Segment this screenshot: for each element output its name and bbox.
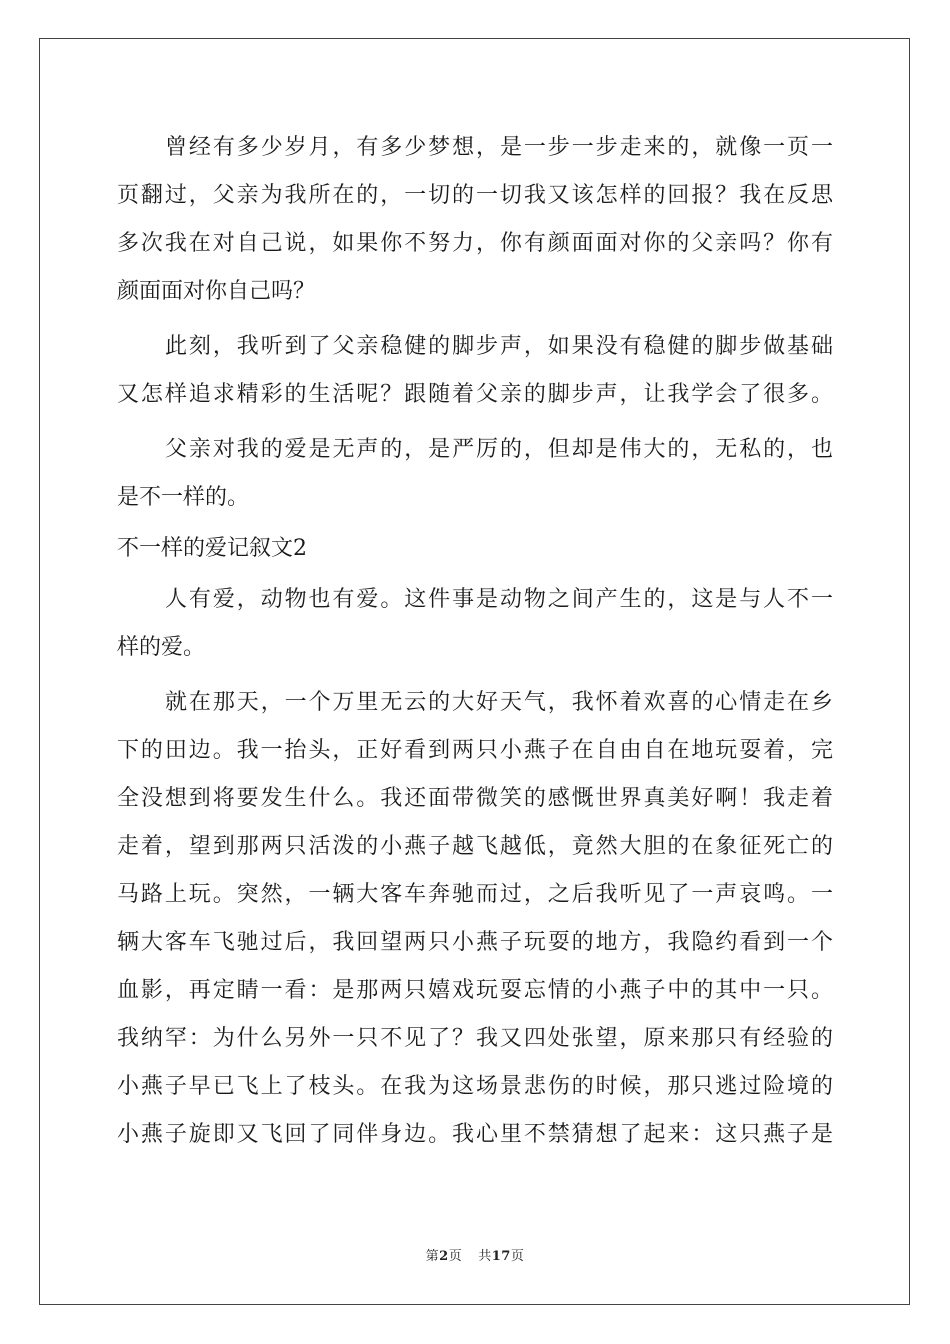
text-line: 辆大客车飞驰过后，我回望两只小燕子玩耍的地方，我隐约看到一个 xyxy=(117,930,833,955)
text-line: 此刻，我听到了父亲稳健的脚步声，如果没有稳健的脚步做基础 xyxy=(165,334,833,359)
text-line: 马路上玩。突然，一辆大客车奔驰而过，之后我听见了一声哀鸣。一 xyxy=(117,882,833,907)
page-number-label: 第2页 xyxy=(425,1249,463,1264)
document-body xyxy=(117,124,833,1159)
text-line: 又怎样追求精彩的生活呢？跟随着父亲的脚步声，让我学会了很多。 xyxy=(117,382,833,407)
text-line: 人有爱，动物也有爱。这件事是动物之间产生的，这是与人不一 xyxy=(165,587,833,612)
paragraph xyxy=(117,426,833,522)
paragraph xyxy=(117,124,833,316)
text-line: 父亲对我的爱是无声的，是严厉的，但却是伟大的，无私的，也 xyxy=(165,437,833,462)
text-line: 血影，再定睛一看：是那两只嬉戏玩耍忘情的小燕子中的其中一只。 xyxy=(117,978,833,1003)
text-line: 下的田边。我一抬头，正好看到两只小燕子在自由自在地玩耍着，完 xyxy=(117,738,833,763)
text-line: 页翻过，父亲为我所在的，一切的一切我又该怎样的回报？我在反思 xyxy=(117,183,833,208)
text-line: 是不一样的。 xyxy=(117,485,250,510)
text-line: 我纳罕：为什么另外一只不见了？我又四处张望，原来那只有经验的 xyxy=(117,1026,833,1051)
paragraph xyxy=(117,323,833,419)
text-line: 曾经有多少岁月，有多少梦想，是一步一步走来的，就像一页一 xyxy=(165,135,833,160)
page-footer xyxy=(0,1245,950,1264)
section-heading: 不一样的爱记叙文2 xyxy=(117,536,307,561)
text-line: 全没想到将要发生什么。我还面带微笑的感慨世界真美好啊！我走着 xyxy=(117,786,833,811)
text-line: 小燕子早已飞上了枝头。在我为这场景悲伤的时候，那只逃过险境的 xyxy=(117,1074,833,1099)
page-total-label: 共17页 xyxy=(478,1249,525,1264)
text-line: 颜面面对你自己吗？ xyxy=(117,279,316,304)
paragraph xyxy=(117,679,833,1159)
text-line: 走着，望到那两只活泼的小燕子越飞越低，竟然大胆的在象征死亡的 xyxy=(117,834,833,859)
text-line: 样的爱。 xyxy=(117,635,206,660)
paragraph xyxy=(117,576,833,672)
text-line: 小燕子旋即又飞回了同伴身边。我心里不禁猜想了起来：这只燕子是 xyxy=(117,1122,833,1147)
text-line: 多次我在对自己说，如果你不努力，你有颜面面对你的父亲吗？你有 xyxy=(117,231,833,256)
text-line: 就在那天，一个万里无云的大好天气，我怀着欢喜的心情走在乡 xyxy=(165,690,833,715)
